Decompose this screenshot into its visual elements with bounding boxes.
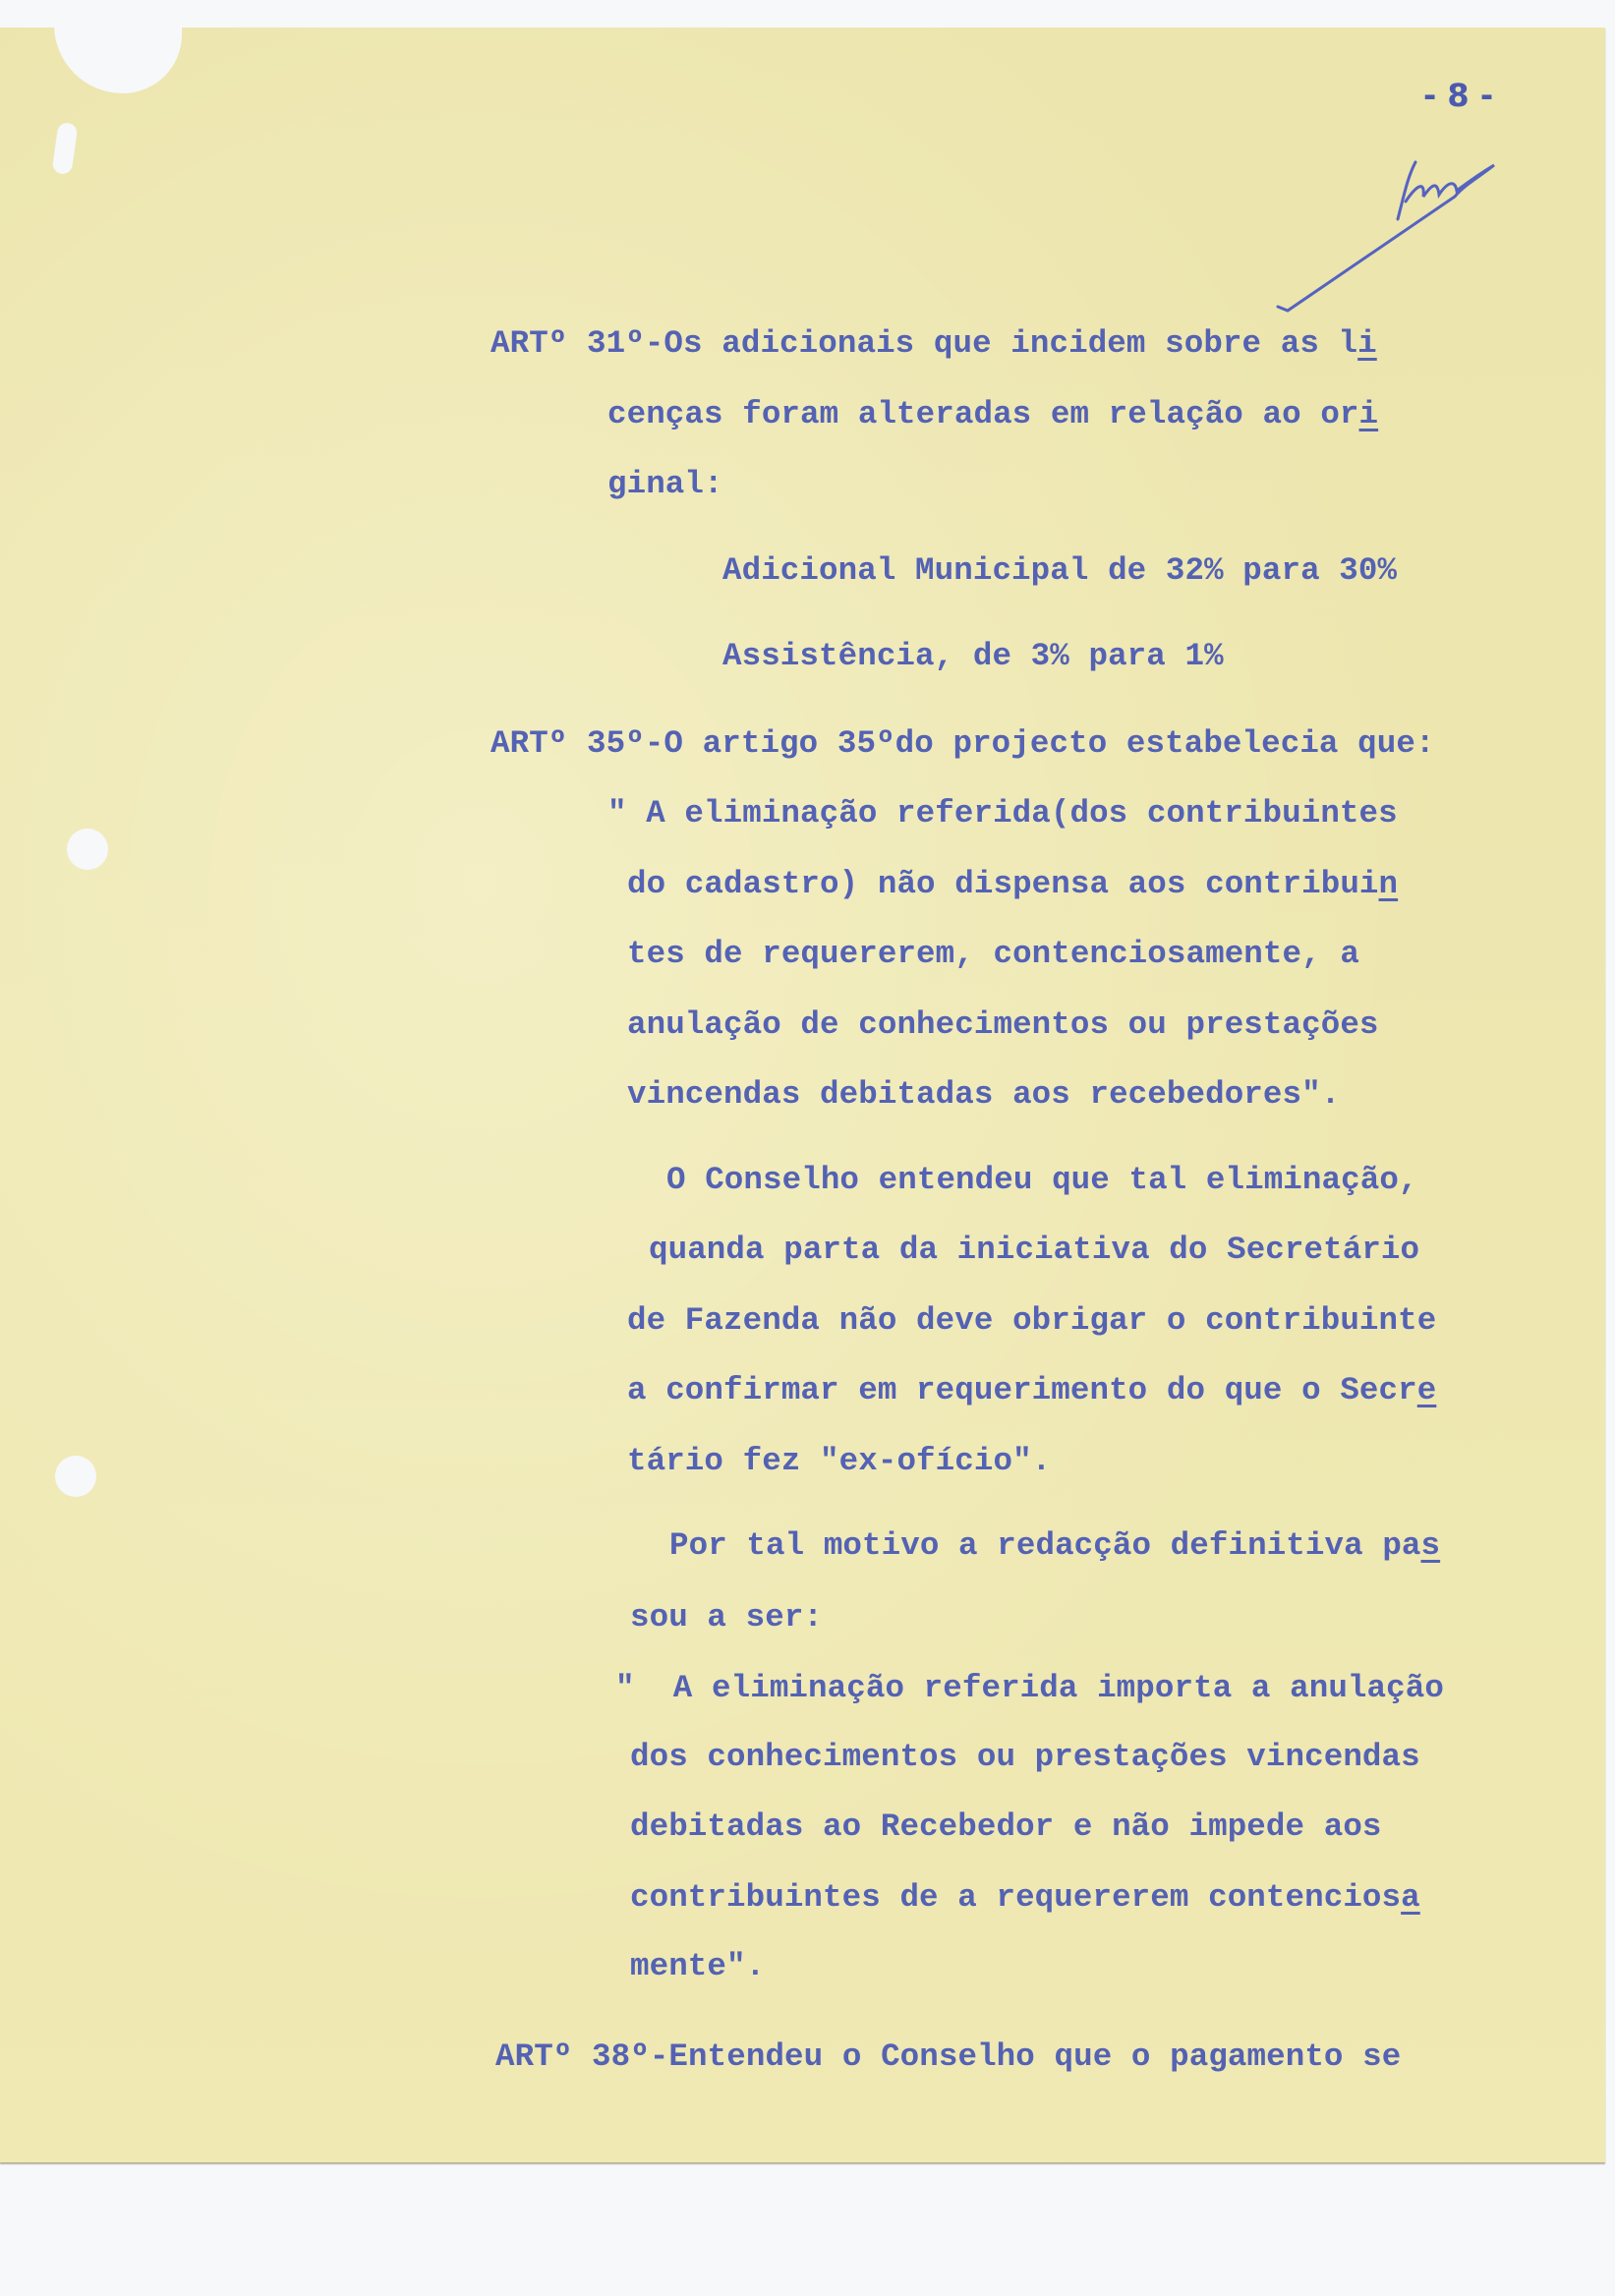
text-line: " A eliminação referida importa a anulação bbox=[615, 1670, 1444, 1706]
text-line: " A eliminação referida(dos contribuintes bbox=[607, 795, 1398, 832]
text-line: a confirmar em requerimento do que o Secre bbox=[627, 1372, 1437, 1408]
text-line: ARTº 38º-Entendeu o Conselho que o pagamento se bbox=[495, 2038, 1402, 2075]
punch-hole bbox=[55, 1456, 96, 1497]
signature-initials bbox=[1268, 118, 1524, 324]
text-line: Adicional Municipal de 32% para 30% bbox=[722, 552, 1398, 589]
text-line: tes de requererem, contenciosamente, a bbox=[627, 936, 1359, 972]
text-line: ARTº 31º-Os adicionais que incidem sobre as li bbox=[490, 325, 1377, 362]
text-line: tário fez "ex-ofício". bbox=[627, 1443, 1052, 1479]
text-line: sou a ser: bbox=[630, 1599, 824, 1636]
text-line: anulação de conhecimentos ou prestações bbox=[627, 1006, 1379, 1043]
page-number: - 8 - bbox=[1423, 77, 1494, 114]
text-line: de Fazenda não deve obrigar o contribuinte bbox=[627, 1302, 1437, 1339]
text-line: dos conhecimentos ou prestações vincendas bbox=[630, 1739, 1420, 1775]
text-line: quanda parta da iniciativa do Secretário bbox=[649, 1232, 1420, 1268]
punch-hole bbox=[67, 829, 108, 870]
text-line: vincendas debitadas aos recebedores". bbox=[627, 1076, 1341, 1113]
text-line: O Conselho entendeu que tal eliminação, bbox=[666, 1162, 1418, 1198]
text-line: contribuintes de a requererem contenciosa bbox=[630, 1879, 1420, 1916]
text-line: mente". bbox=[630, 1948, 766, 1984]
text-line: do cadastro) não dispensa aos contribuin bbox=[627, 866, 1399, 902]
text-line: debitadas ao Recebedor e não impede aos bbox=[630, 1808, 1382, 1845]
text-line: ginal: bbox=[607, 466, 723, 502]
text-line: cenças foram alteradas em relação ao ori bbox=[607, 396, 1379, 432]
text-line: Por tal motivo a redacção definitiva pas bbox=[669, 1527, 1441, 1564]
text-line: Assistência, de 3% para 1% bbox=[722, 638, 1224, 674]
text-line: ARTº 35º-O artigo 35ºdo projecto estabelecia que: bbox=[490, 725, 1435, 762]
